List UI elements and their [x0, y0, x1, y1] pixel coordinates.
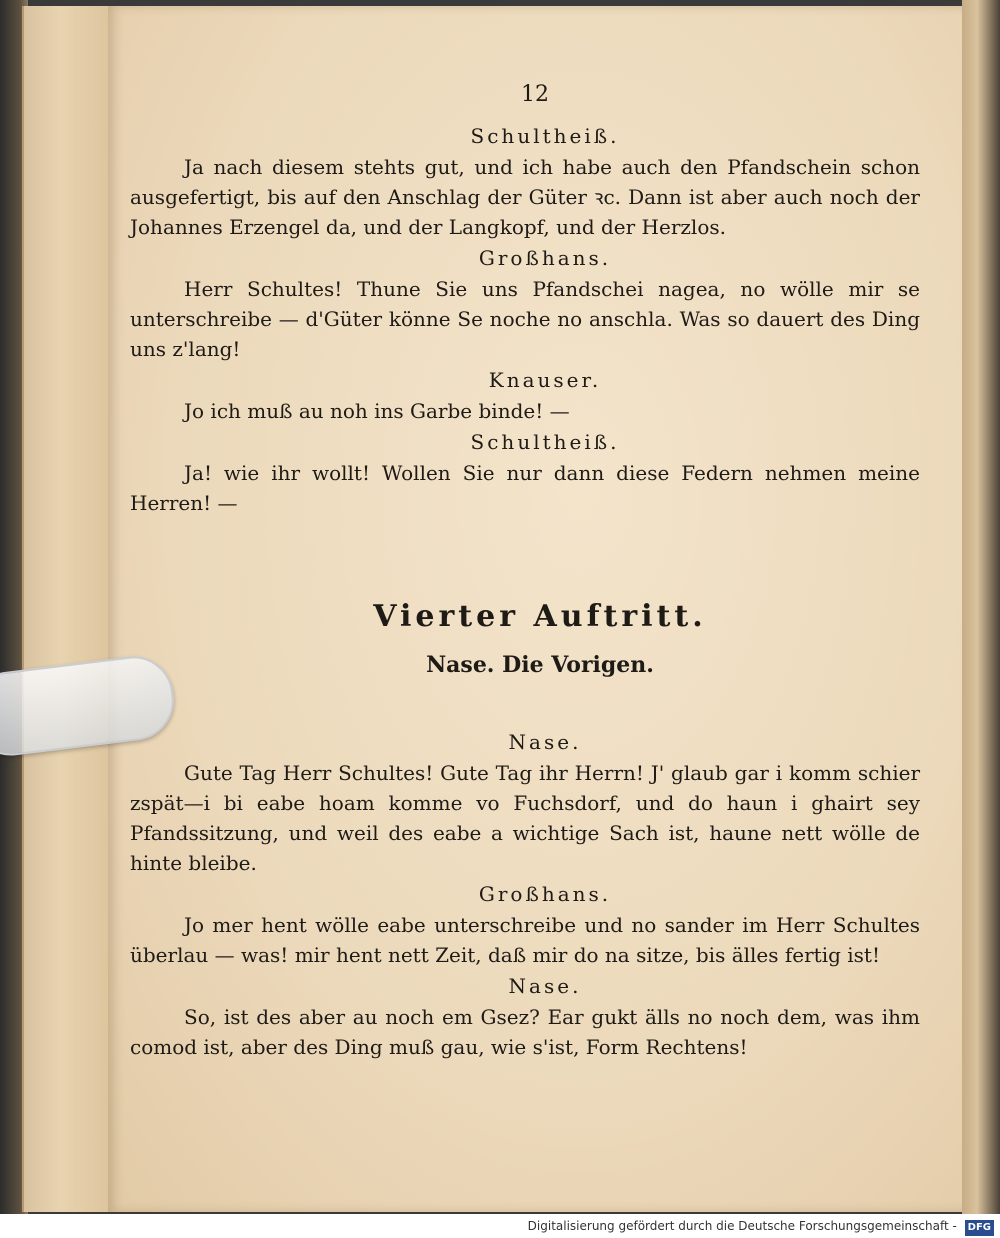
scene-cast: Nase. Die Vorigen.	[426, 652, 654, 678]
dialogue-block	[130, 726, 920, 878]
speech-text: So, ist des aber au noch em Gsez? Ear gukt älls no noch dem, was ihm comod ist, aber des Ding muß gau, wie s'ist, Form Rechtens!	[130, 1005, 920, 1059]
speaker-name: Großhans.	[478, 882, 612, 906]
right-page-edge	[962, 0, 1000, 1214]
funding-credit: Digitalisierung gefördert durch die Deutsche Forschungsgemeinschaft -	[527, 1219, 957, 1233]
dialogue-block	[130, 242, 920, 364]
page-stack-edge	[22, 6, 114, 1212]
speech-text: Jo ich muß au noh ins Garbe binde! —	[184, 399, 570, 423]
speech-text: Jo mer hent wölle eabe unterschreibe und no sander im Herr Schultes überlau — was! mir hent nett Zeit, daß mir do na sitze, bis älles fertig ist!	[130, 913, 920, 967]
speech-text: Gute Tag Herr Schultes! Gute Tag ihr Herrn! J' glaub gar i komm schier zspät—i bi eabe hoam komme vo Fuchsdorf, und do haun i ghairt sey Pfandssitzung, und weil des eabe a wichtige Sach ist, haune nett wölle de hinte bleibe.	[130, 761, 920, 875]
speaker-name: Nase.	[508, 974, 582, 998]
dialogue-block	[130, 120, 920, 242]
page-text	[130, 80, 920, 1062]
speech-text: Ja nach diesem stehts gut, und ich habe auch den Pfandschein schon ausgefertigt, bis auf den Anschlag der Güter ꝛc. Dann ist aber auch noch der Johannes Erzengel da, und der Langkopf, und der Herzlos.	[130, 155, 920, 239]
speaker-name: Schultheiß.	[470, 124, 620, 148]
speech-text: Ja! wie ihr wollt! Wollen Sie nur dann diese Federn nehmen meine Herren! —	[130, 461, 920, 515]
digitization-footer	[0, 1214, 1000, 1238]
dialogue-block	[130, 426, 920, 518]
page-number: 12	[521, 82, 549, 107]
dialogue-block	[130, 878, 920, 970]
dialogue-block	[130, 364, 920, 426]
speaker-name: Großhans.	[478, 246, 612, 270]
speaker-name: Schultheiß.	[470, 430, 620, 454]
speech-text: Herr Schultes! Thune Sie uns Pfandschei nagea, no wölle mir se unterschreibe — d'Güter könne Se noche no anschla. Was so dauert des Ding uns z'lang!	[130, 277, 920, 361]
speaker-name: Knauser.	[488, 368, 602, 392]
dfg-logo: DFG	[965, 1220, 994, 1236]
dialogue-block	[130, 970, 920, 1062]
scene-title: Vierter Auftritt.	[373, 599, 707, 634]
speaker-name: Nase.	[508, 730, 582, 754]
